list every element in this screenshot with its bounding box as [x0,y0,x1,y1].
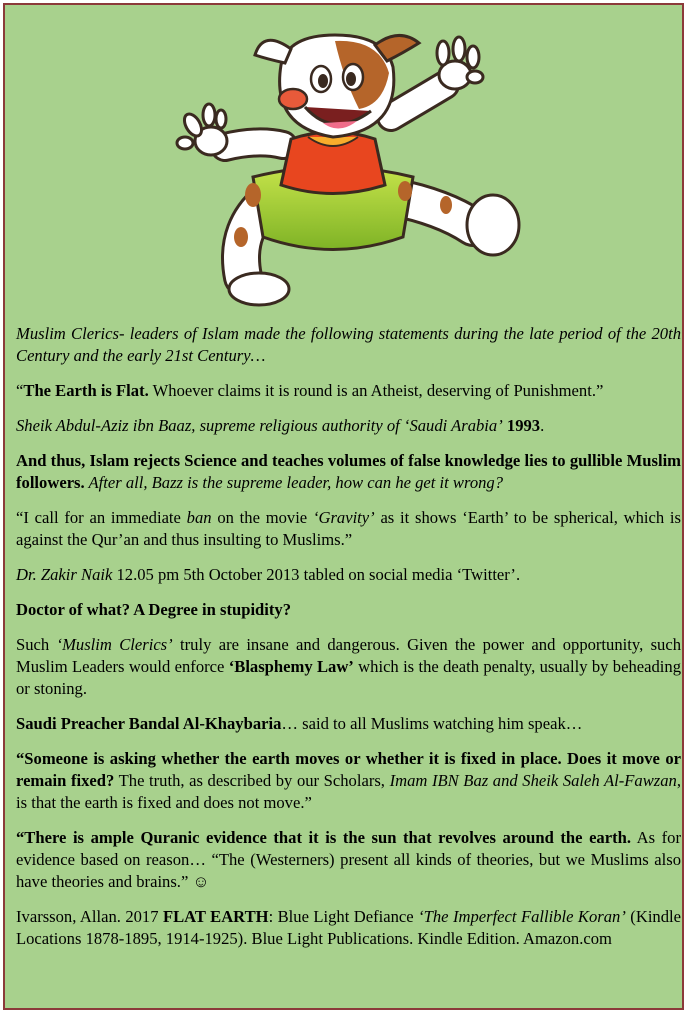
article-text [16,323,681,963]
citation-a: Ivarsson, Allan. 2017 [16,907,163,926]
quote-gravity-b: on the movie [211,508,313,527]
quote-earth-fixed-bold: “Someone is asking whether the earth moves or whether it is fixed in place. Does it move or remain fixed? [16,749,681,790]
intro-paragraph: Muslim Clerics- leaders of Islam made the following statements during the late period of the 20th Century and the early 21st Century… [16,324,681,365]
citation-book: FLAT EARTH [162,907,269,926]
quote-sun-revolves-rest: As for evidence based on reason… “The (Westerners) present all kinds of theories, but we Muslims also have theories and brains.” [16,828,681,891]
preacher-intro [16,713,681,735]
paragraph-islam-italic: After all, Bazz is the supreme leader, how can he get it wrong? [84,473,504,492]
quote-sun-revolves [16,827,681,893]
quote-gravity-ban [16,507,681,551]
document-panel [3,3,684,1010]
attribution-baaz-year: 1993 [506,416,541,435]
quote-gravity-c: as it shows ‘Earth’ to be spherical, which is against the Qur’an and thus insulting to Muslims.” [16,508,682,549]
paragraph-clerics-c: which is the death penalty, usually by beheading or stoning. [16,657,681,698]
attribution-baaz-end: . [540,416,545,435]
quote-gravity-ban-word: ban [186,508,212,527]
cartoon-dog-illustration [163,27,543,309]
quote-earth-fixed-scholars: Imam IBN Baz and Sheik Saleh Al-Fawzan [389,771,677,790]
citation-koran: ‘The Imperfect Fallible Koran’ [418,907,626,926]
paragraph-clerics-law: ‘Blasphemy Law’ [228,657,354,676]
paragraph-clerics-b: truly are insane and dangerous. Given the power and opportunity, such Muslim Leaders would enforce [16,635,681,676]
attribution-naik [16,564,681,586]
smiley-icon: ☺ [192,872,210,891]
doctor-question-text: Doctor of what? A Degree in stupidity? [16,600,292,619]
quote-flat-earth-rest: Whoever claims it is round is an Atheist, deserving of Punishment.” [148,381,604,400]
paragraph-clerics [16,634,681,700]
citation [16,906,681,950]
quote-flat-earth [16,380,681,402]
quote-gravity-a: “I call for an immediate [16,508,187,527]
quote-gravity-movie: ‘Gravity’ [312,508,375,527]
quote-flat-earth-bold: The Earth is Flat. [23,381,149,400]
quote-earth-fixed-b: , is that the earth is fixed and does not move.” [16,771,681,812]
attribution-baaz [16,415,681,437]
quote-open-mark: “ [16,381,24,400]
citation-c: (Kindle Locations 1878-1895, 1914-1925). Blue Light Publications. Kindle Edition. Amazon.com [16,907,681,948]
quote-earth-fixed [16,748,681,814]
citation-b: : Blue Light Defiance [268,907,419,926]
paragraph-islam-science [16,450,681,494]
attribution-naik-rest: 12.05 pm 5th October 2013 tabled on social media ‘Twitter’. [112,565,521,584]
preacher-rest: … said to all Muslims watching him speak… [281,714,583,733]
paragraph-clerics-a: Such [16,635,57,654]
preacher-name: Saudi Preacher Bandal Al-Khaybaria [16,714,282,733]
quote-sun-revolves-bold: “There is ample Quranic evidence that it is the sun that revolves around the earth. [16,828,631,847]
paragraph-islam-bold: And thus, Islam rejects Science and teaches volumes of false knowledge lies to gullible Muslim followers. [16,451,681,492]
quote-earth-fixed-a: The truth, as described by our Scholars, [114,771,390,790]
paragraph-clerics-term: ‘Muslim Clerics’ [56,635,173,654]
attribution-baaz-name: Sheik Abdul-Aziz ibn Baaz, supreme religious authority of ‘Saudi Arabia’ [16,416,503,435]
doctor-question [16,599,681,621]
attribution-naik-name: Dr. Zakir Naik [16,565,113,584]
